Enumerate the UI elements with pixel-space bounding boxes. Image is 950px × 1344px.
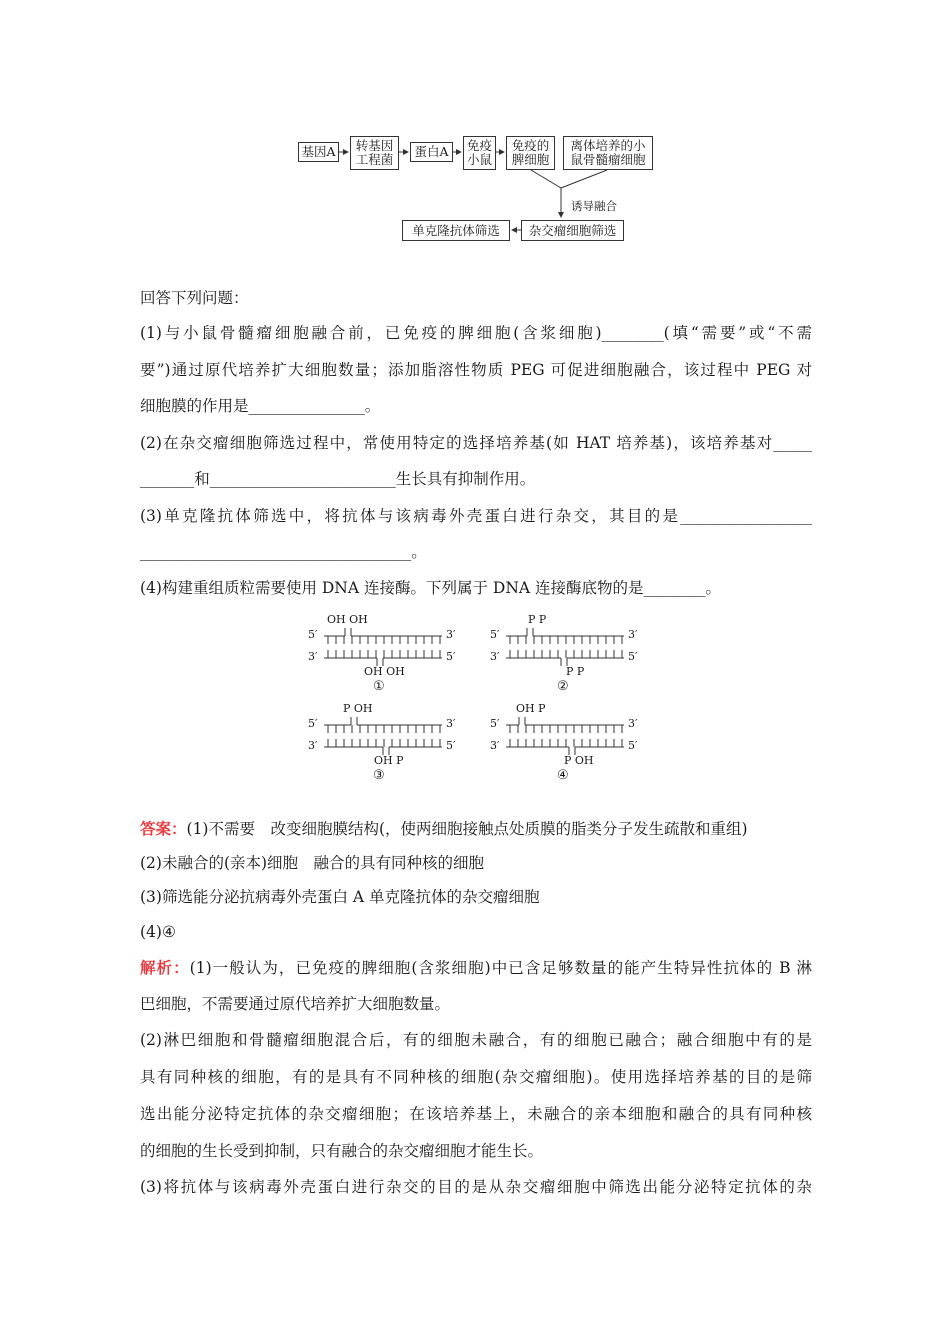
- dna-top-label: P P: [528, 613, 547, 626]
- dna-number-label: ④: [557, 768, 569, 783]
- dna-bottom-label: P OH: [564, 754, 594, 767]
- question-4-line-1: (4)构建重组质粒需要使用 DNA 连接酶。下列属于 DNA 连接酶底物的是________。: [140, 579, 722, 597]
- flow-box-immune-mouse: 免疫 小鼠: [463, 136, 496, 170]
- dna-end-label: 5′: [490, 628, 500, 641]
- question-2-line-2: _______和________________________生长具有抑制作用。: [140, 470, 536, 488]
- question-3-line-2: ___________________________________。: [140, 543, 427, 561]
- dna-end-label: 3′: [308, 650, 318, 663]
- flowchart: [292, 134, 662, 246]
- flow-box-gene-a: 基因A: [298, 142, 339, 162]
- answer-1: (1)不需要 改变细胞膜结构(，使两细胞接触点处质膜的脂类分子发生疏散和重组): [186, 820, 748, 838]
- answer-label: 答案：: [140, 819, 187, 838]
- dna-diagram-3: [306, 703, 456, 783]
- dna-diagram-1: [306, 614, 456, 694]
- dna-end-label: 5′: [628, 650, 638, 663]
- dna-end-label: 3′: [628, 628, 638, 641]
- flow-box-spleen: 免疫的 脾细胞: [506, 136, 555, 170]
- dna-bottom-label: OH P: [374, 754, 404, 767]
- answer-4: (4)④: [140, 923, 176, 941]
- dna-bottom-label: P P: [566, 665, 585, 678]
- answer-2: (2)未融合的(亲本)细胞 融合的具有同种核的细胞: [140, 854, 485, 872]
- analysis-p2-l4: 的细胞的生长受到抑制，只有融合的杂交瘤细胞才能生长。: [140, 1142, 544, 1160]
- flow-box-hybridoma-screen: 杂交瘤细胞筛选: [521, 220, 624, 241]
- dna-end-label: 5′: [446, 739, 456, 752]
- dna-end-label: 3′: [628, 717, 638, 730]
- dna-end-label: 5′: [308, 628, 318, 641]
- flow-induce-label: 诱导融合: [571, 199, 617, 213]
- analysis-label: 解析：: [140, 958, 190, 977]
- intro-text: 回答下列问题：: [140, 289, 249, 307]
- question-1-line-3: 细胞膜的作用是_______________。: [140, 397, 381, 415]
- dna-top-label: OH OH: [327, 613, 368, 626]
- dna-end-label: 3′: [446, 628, 456, 641]
- answer-line-1: [140, 819, 812, 839]
- analysis-p1-l2: 巴细胞，不需要通过原代培养扩大细胞数量。: [140, 995, 451, 1013]
- analysis-p3-l1: (3)将抗体与该病毒外壳蛋白进行杂交的目的是从杂交瘤细胞中筛选出能分泌特定抗体的杂: [140, 1178, 812, 1196]
- question-2-line-1: (2)在杂交瘤细胞筛选过程中，常使用特定的选择培养基(如 HAT 培养基)，该培养基对_____: [140, 434, 812, 452]
- dna-number-label: ②: [557, 679, 569, 694]
- dna-bottom-label: OH OH: [364, 665, 405, 678]
- dna-end-label: 3′: [490, 650, 500, 663]
- flow-box-protein-a: 蛋白A: [410, 142, 453, 162]
- answer-3: (3)筛选能分泌抗病毒外壳蛋白 A 单克隆抗体的杂交瘤细胞: [140, 888, 540, 906]
- analysis-p1-l1: (1)一般认为，已免疫的脾细胞(含浆细胞)中已含足够数量的能产生特异性抗体的 B 淋: [189, 959, 812, 977]
- dna-top-label: P OH: [343, 702, 373, 715]
- question-3-line-1: (3)单克隆抗体筛选中，将抗体与该病毒外壳蛋白进行杂交，其目的是_________________: [140, 507, 812, 525]
- dna-top-label: OH P: [516, 702, 546, 715]
- question-1-line-2: 要”)通过原代培养扩大细胞数量；添加脂溶性物质 PEG 可促进细胞融合，该过程中 PEG 对: [140, 361, 812, 379]
- question-1-line-1: (1)与小鼠骨髓瘤细胞融合前，已免疫的脾细胞(含浆细胞)________(填“需要”或“不需: [140, 324, 812, 342]
- analysis-p2-l1: (2)淋巴细胞和骨髓瘤细胞混合后，有的细胞未融合，有的细胞已融合；融合细胞中有的是: [140, 1031, 812, 1049]
- dna-number-label: ①: [373, 679, 385, 694]
- flow-box-myeloma: 离体培养的小 鼠骨髓瘤细胞: [563, 136, 653, 170]
- analysis-p2-l2: 具有同种核的细胞，有的是具有不同种核的细胞(杂交瘤细胞)。使用选择培养基的目的是筛: [140, 1068, 812, 1086]
- flow-box-mab-screen: 单克隆抗体筛选: [402, 220, 510, 241]
- dna-end-label: 5′: [446, 650, 456, 663]
- dna-end-label: 5′: [628, 739, 638, 752]
- dna-diagram-2: [488, 614, 638, 694]
- dna-end-label: 5′: [308, 717, 318, 730]
- flow-box-transgenic: 转基因 工程菌: [350, 136, 399, 170]
- dna-end-label: 3′: [490, 739, 500, 752]
- analysis-p2-l3: 选出能分泌特定抗体的杂交瘤细胞；在该培养基上，未融合的亲本细胞和融合的具有同种核: [140, 1105, 812, 1123]
- analysis-line-1: [140, 958, 812, 978]
- dna-end-label: 5′: [490, 717, 500, 730]
- dna-end-label: 3′: [446, 717, 456, 730]
- dna-end-label: 3′: [308, 739, 318, 752]
- dna-number-label: ③: [373, 768, 385, 783]
- dna-diagram-4: [488, 703, 638, 783]
